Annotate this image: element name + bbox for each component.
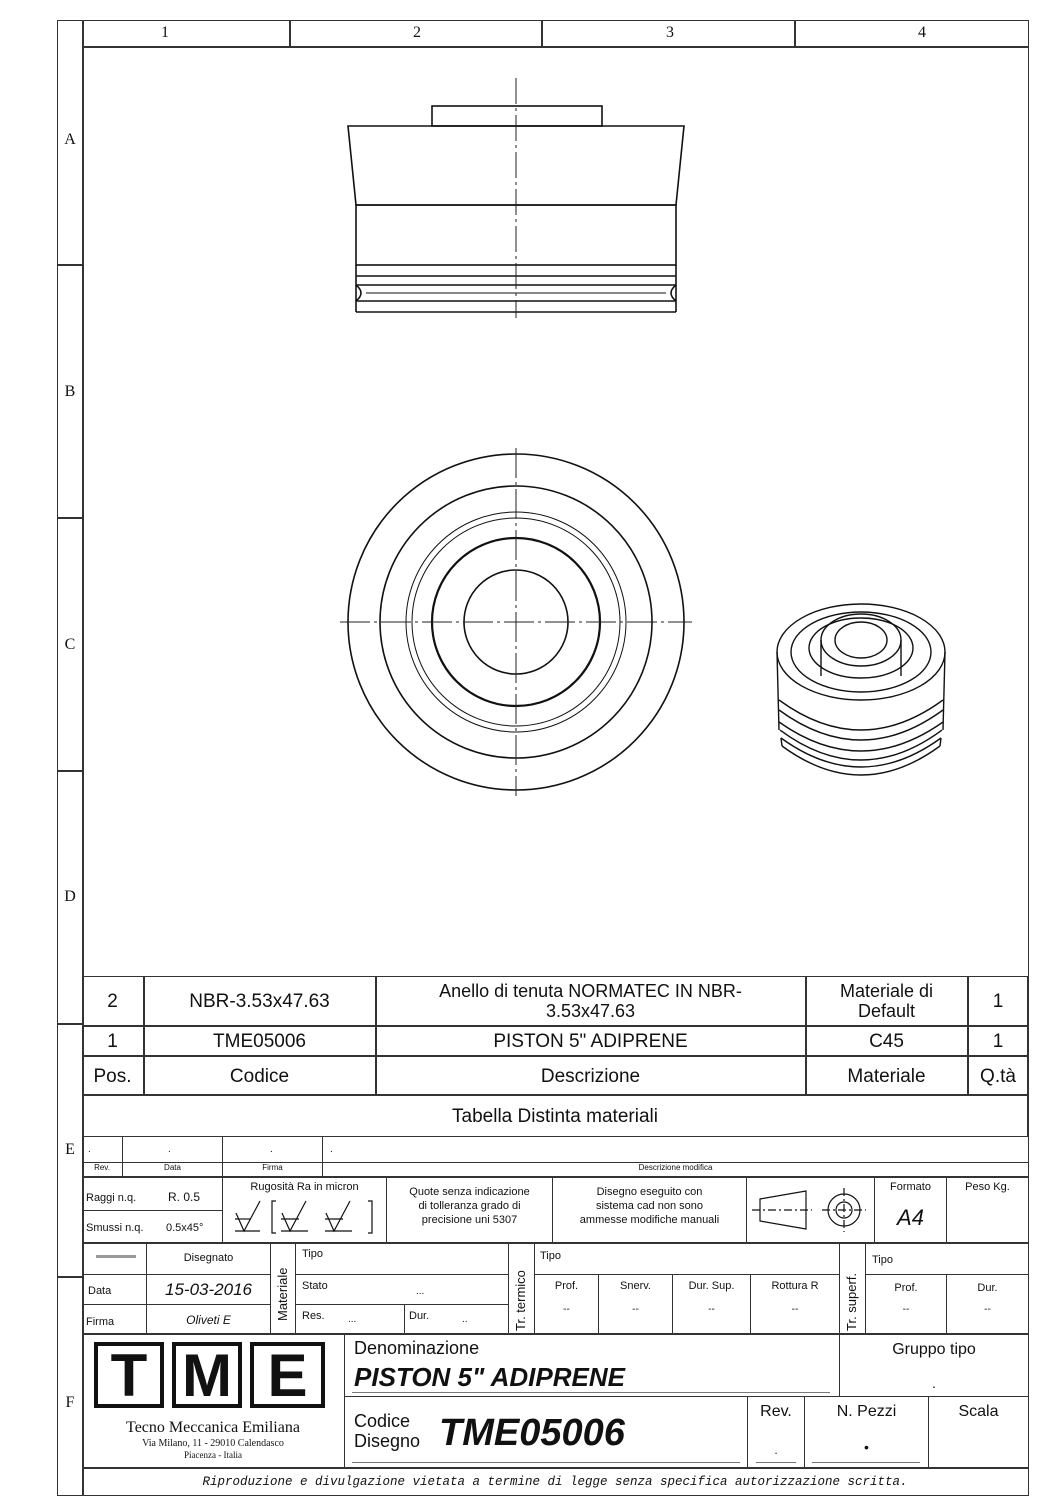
ts-tipo-label: Tipo [872,1254,893,1266]
cad-line1: Disegno eseguito con [596,1186,703,1198]
data-value: 15-03-2016 [165,1280,252,1299]
bom-table [82,976,1028,1137]
tr-termico-vertical-label: Tr. termico [513,1270,528,1331]
tt-prof-label: Prof. [554,1280,579,1292]
bom-row2-desc-line1: Anello di tenuta NORMATEC IN NBR- [439,981,742,1001]
rev-header-desc: Descrizione modifica [638,1163,713,1172]
logo-letter-m: M [182,1342,232,1409]
disegnato-label: Disegnato [183,1252,234,1264]
bom-header-desc: Descrizione [540,1066,641,1087]
bom-row2-pos: 2 [107,991,118,1012]
gruppo-tipo-value: . [932,1375,936,1391]
bom-header-mat: Materiale [847,1066,926,1087]
grid-row-e: E [65,1141,75,1158]
rev-value: . [774,1443,778,1457]
bom-row1-qty: 1 [992,1031,1004,1052]
rev-header-firma: Firma [262,1163,283,1172]
raggi-label: Raggi n.q. [86,1192,137,1204]
company-city: Piacenza - Italia [184,1450,242,1460]
bom-row2-desc-line2: 3.53x47.63 [545,1001,636,1021]
tolleranza-line1: Quote senza indicazione [409,1186,530,1198]
bom-row2-mat-line2: Default [857,1001,916,1021]
materiale-vertical-label: Materiale [275,1267,290,1321]
ts-prof-label: Prof. [894,1282,918,1294]
tolleranza-line2: di tolleranza grado di [418,1200,521,1212]
tt-snerv-value: -- [632,1304,639,1315]
grid-row-d: D [64,888,76,905]
ts-dur-value: -- [984,1304,991,1315]
grid-row-b: B [64,383,76,400]
scala-label: Scala [958,1403,999,1420]
bom-row2-mat-line1: Materiale di [839,981,934,1001]
tt-dur-sup-label: Dur. Sup. [688,1280,735,1292]
bom-row2-code: NBR-3.53x47.63 [189,991,330,1012]
tt-prof-value: -- [563,1304,570,1315]
res-label: Res. [302,1310,325,1322]
logo-letter-e: E [267,1342,308,1409]
smussi-label: Smussi n.q. [86,1222,144,1234]
codice-disegno-value: TME05006 [439,1412,625,1454]
pezzi-label: N. Pezzi [836,1403,897,1420]
bom-header-qty: Q.tà [980,1066,1016,1087]
rev-desc-value: . [330,1144,333,1155]
bom-header-code: Codice [229,1066,290,1087]
roughness-symbols-icon [232,1197,382,1237]
bom-row1-pos: 1 [107,1031,118,1052]
codice-label: Codice [354,1411,411,1431]
denominazione-label: Denominazione [354,1338,480,1358]
revision-block [82,1137,1028,1177]
grid-col-4: 4 [918,24,926,41]
smussi-value: 0.5x45° [166,1222,204,1234]
tt-dur-sup-value: -- [708,1304,715,1315]
title-block [82,1334,1028,1468]
data-label: Data [88,1285,112,1297]
logo-letter-t: T [110,1342,148,1409]
dur-value: .. [462,1314,468,1325]
tt-rottura-value: -- [791,1304,799,1315]
stato-label: Stato [302,1280,328,1292]
rev-data-value: . [168,1144,171,1155]
grid-col-2: 2 [413,24,421,41]
company-address: Via Milano, 11 - 29010 Calendasco [142,1438,284,1449]
tt-tipo-label: Tipo [540,1250,561,1262]
firma-value: Oliveti E [186,1313,231,1327]
tt-snerv-label: Snerv. [620,1280,651,1292]
rev-value: . [88,1144,91,1155]
grid-col-1: 1 [161,24,169,41]
formato-value: A4 [897,1205,924,1230]
tolleranza-line3: precisione uni 5307 [421,1214,518,1226]
tr-superf-vertical-label: Tr. superf. [844,1272,859,1331]
line-style-sample [96,1255,136,1258]
grid-row-f: F [65,1394,75,1411]
denominazione-value: PISTON 5" ADIPRENE [354,1362,625,1392]
bom-row1-desc: PISTON 5" ADIPRENE [493,1031,688,1052]
bom-header-pos: Pos. [93,1066,132,1087]
grid-col-3: 3 [666,24,674,41]
rev-header-data: Data [164,1163,181,1172]
rugosita-label: Rugosità Ra in micron [250,1181,359,1193]
info-block [82,1243,1028,1334]
dur-label: Dur. [409,1310,430,1322]
bom-row1-mat: C45 [869,1031,904,1052]
rev-header-rev: Rev. [94,1163,110,1172]
company-name: Tecno Meccanica Emiliana [126,1419,300,1436]
raggi-value: R. 0.5 [168,1190,201,1204]
copyright-footer: Riproduzione e divulgazione vietata a termine di legge senza specifica autorizzazione scritta. [202,1475,908,1489]
specs-block [82,1177,1028,1243]
stato-value: ... [416,1286,425,1297]
grid-row-a: A [64,131,76,148]
mat-tipo-label: Tipo [302,1248,323,1260]
peso-label: Peso Kg. [965,1181,1010,1193]
ts-prof-value: -- [902,1304,910,1315]
bom-row1-code: TME05006 [213,1031,306,1052]
projection-symbol-icon [750,1185,870,1235]
rev-label: Rev. [760,1403,792,1420]
grid-row-c: C [64,636,76,653]
ts-dur-label: Dur. [977,1282,998,1294]
cad-line3: ammesse modifiche manuali [579,1214,720,1226]
cad-line2: sistema cad non sono [595,1200,703,1212]
rev-firma-value: . [270,1144,273,1155]
bom-row2-qty: 1 [992,991,1004,1012]
res-value: ... [348,1314,357,1325]
formato-label: Formato [890,1181,931,1193]
pezzi-value: • [864,1439,869,1455]
tme-logo [94,1342,329,1412]
bom-title: Tabella Distinta materiali [452,1106,658,1127]
gruppo-tipo-label: Gruppo tipo [892,1341,976,1358]
firma-label: Firma [86,1316,115,1328]
tt-rottura-label: Rottura R [771,1280,819,1292]
disegno-label: Disegno [354,1431,421,1451]
